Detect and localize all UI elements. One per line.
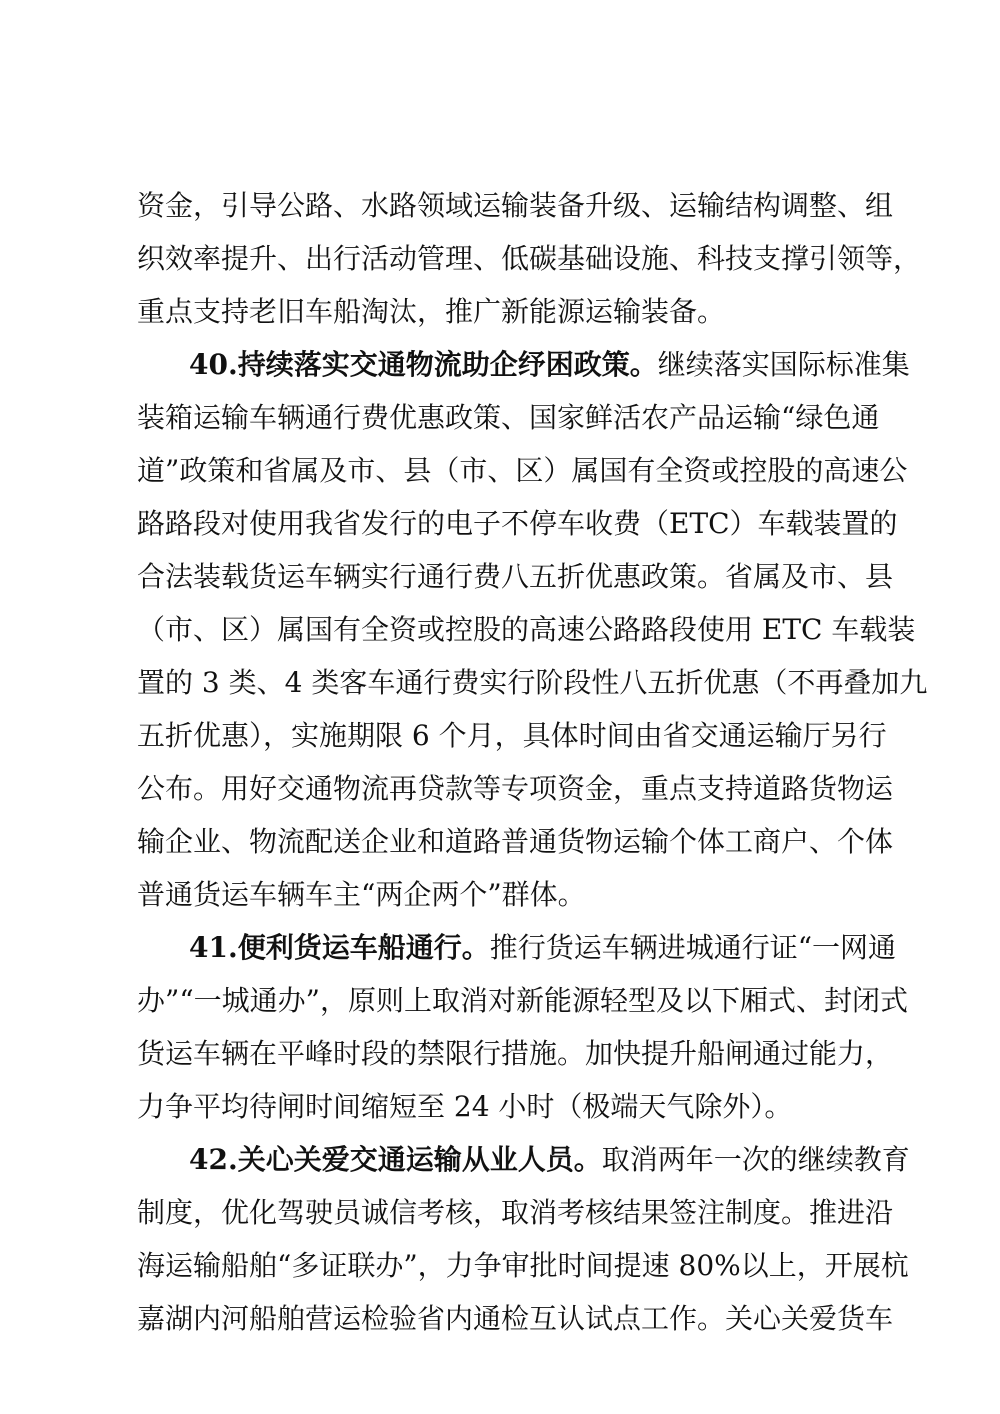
text-line: 输企业、物流配送企业和道路普通货物运输个体工商户、个体	[137, 825, 894, 858]
text-line: 货运车辆在平峰时段的禁限行措施。加快提升船闸通过能力，	[137, 1037, 894, 1070]
paragraph-40-heading: 40.持续落实交通物流助企纾困政策。	[189, 348, 658, 381]
text-line: 资金，引导公路、水路领域运输装备升级、运输结构调整、组	[137, 189, 894, 222]
text-line: 合法装载货运车辆实行通行费八五折优惠政策。省属及市、县	[137, 560, 894, 593]
text-line: 五折优惠），实施期限 6 个月，具体时间由省交通运输厅另行	[137, 719, 887, 752]
text-line: 公布。用好交通物流再贷款等专项资金，重点支持道路货物运	[137, 772, 894, 805]
text-line: 办”“一城通办”，原则上取消对新能源轻型及以下厢式、封闭式	[137, 984, 908, 1017]
text-line: 制度，优化驾驶员诚信考核，取消考核结果签注制度。推进沿	[137, 1196, 894, 1229]
paragraph-41-first-line	[189, 930, 897, 966]
text-line: （市、区）属国有全资或控股的高速公路路段使用 ETC 车载装	[137, 613, 916, 646]
paragraph-41-text: 推行货运车辆进城通行证“一网通	[489, 931, 897, 964]
text-line: 装箱运输车辆通行费优惠政策、国家鲜活农产品运输“绿色通	[137, 401, 880, 434]
paragraph-40-text: 继续落实国际标准集	[657, 348, 910, 381]
text-line: 道”政策和省属及市、县（市、区）属国有全资或控股的高速公	[137, 454, 908, 487]
paragraph-41-heading: 41.便利货运车船通行。	[189, 931, 490, 964]
text-line: 普通货运车辆车主“两企两个”群体。	[137, 878, 586, 911]
text-line: 置的 3 类、4 类客车通行费实行阶段性八五折优惠（不再叠加九	[137, 666, 928, 699]
text-line: 海运输船舶“多证联办”，力争审批时间提速 80%以上，开展杭	[137, 1249, 909, 1282]
text-line: 重点支持老旧车船淘汰，推广新能源运输装备。	[137, 295, 726, 328]
paragraph-42-heading: 42.关心关爱交通运输从业人员。	[189, 1143, 602, 1176]
paragraph-42-first-line	[189, 1142, 910, 1178]
text-line: 嘉湖内河船舶营运检验省内通检互认试点工作。关心关爱货车	[137, 1302, 894, 1335]
text-line: 路路段对使用我省发行的电子不停车收费（ETC）车载装置的	[137, 507, 898, 540]
paragraph-40-first-line	[189, 347, 910, 383]
text-line: 力争平均待闸时间缩短至 24 小时（极端天气除外）。	[137, 1090, 793, 1123]
text-line: 织效率提升、出行活动管理、低碳基础设施、科技支撑引领等，	[137, 242, 922, 275]
paragraph-42-text: 取消两年一次的继续教育	[601, 1143, 910, 1176]
